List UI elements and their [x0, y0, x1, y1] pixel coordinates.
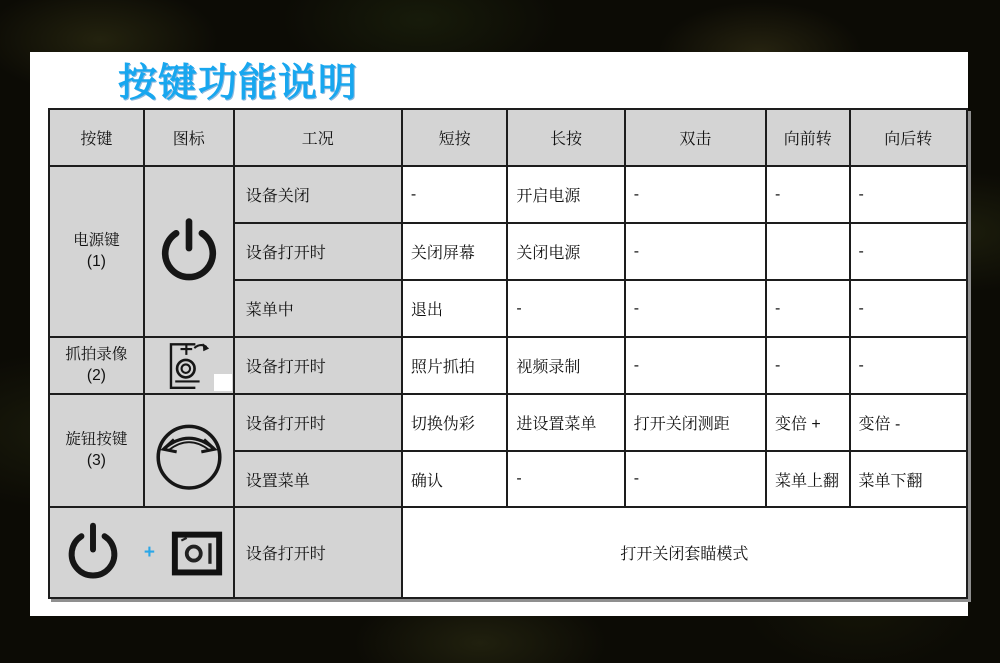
rotate-backward-cell: -: [850, 337, 967, 394]
long-press-cell: 关闭电源: [507, 223, 624, 280]
icon-cell-power: [144, 166, 234, 337]
white-patch-artifact: [214, 374, 232, 391]
key-number: (1): [86, 252, 106, 270]
table-row: [49, 394, 967, 451]
short-press-cell: 退出: [402, 280, 507, 337]
key-label: 抓拍录像: [65, 345, 128, 363]
double-click-cell: -: [625, 223, 766, 280]
combo-keys-cell: [49, 507, 234, 598]
rotate-forward-cell: -: [766, 337, 850, 394]
table-row: [49, 337, 967, 394]
rotate-backward-cell: 菜单下翻: [850, 451, 967, 507]
key-name-power: [49, 166, 144, 337]
rotate-forward-cell: 变倍 +: [766, 394, 850, 451]
rotate-backward-cell: -: [850, 166, 967, 223]
header-icon: 图标: [144, 109, 234, 166]
header-double-click: 双击: [625, 109, 766, 166]
short-press-cell: 关闭屏幕: [402, 223, 507, 280]
camera-boxed-icon: [170, 526, 224, 580]
long-press-cell: 视频录制: [507, 337, 624, 394]
icon-cell-knob: [144, 394, 234, 507]
table-row: [49, 166, 967, 223]
condition-cell: 菜单中: [234, 280, 402, 337]
combo-icons: [50, 516, 233, 590]
long-press-cell: 开启电源: [507, 166, 624, 223]
double-click-cell: 打开关闭测距: [625, 394, 766, 451]
long-press-cell: -: [507, 451, 624, 507]
condition-cell: 设备打开时: [234, 337, 402, 394]
double-click-cell: -: [625, 166, 766, 223]
power-icon: [150, 205, 228, 299]
condition-cell: 设备打开时: [234, 507, 402, 598]
rotate-forward-cell: -: [766, 280, 850, 337]
header-key: 按键: [49, 109, 144, 166]
key-label: 电源键: [73, 231, 120, 249]
power-icon: [58, 516, 128, 590]
rotate-forward-cell: -: [766, 166, 850, 223]
content-panel: [30, 52, 968, 616]
table-row: [49, 507, 967, 598]
condition-cell: 设备关闭: [234, 166, 402, 223]
rotate-backward-cell: -: [850, 280, 967, 337]
table-header-row: [49, 109, 967, 166]
header-short-press: 短按: [402, 109, 507, 166]
rotary-knob-icon: [145, 407, 233, 495]
key-number: (3): [86, 451, 106, 469]
plus-sign: +: [143, 542, 155, 563]
rotate-forward-cell: 菜单上翻: [766, 451, 850, 507]
key-name-capture: [49, 337, 144, 394]
double-click-cell: -: [625, 280, 766, 337]
short-press-cell: -: [402, 166, 507, 223]
rotate-forward-cell: [766, 223, 850, 280]
icon-cell-capture: [144, 337, 234, 394]
header-rotate-forward: 向前转: [766, 109, 850, 166]
button-functions-table: [48, 108, 968, 599]
key-name-knob: [49, 394, 144, 507]
short-press-cell: 切换伪彩: [402, 394, 507, 451]
condition-cell: 设备打开时: [234, 223, 402, 280]
short-press-cell: 确认: [402, 451, 507, 507]
condition-cell: 设备打开时: [234, 394, 402, 451]
capture-record-icon: [162, 339, 216, 392]
double-click-cell: -: [625, 337, 766, 394]
header-long-press: 长按: [507, 109, 624, 166]
condition-cell: 设置菜单: [234, 451, 402, 507]
key-number: (2): [86, 366, 106, 384]
page-title: 按键功能说明: [118, 62, 359, 105]
key-label: 旋钮按键: [65, 430, 128, 448]
double-click-cell: -: [625, 451, 766, 507]
header-condition: 工况: [234, 109, 402, 166]
rotate-backward-cell: 变倍 -: [850, 394, 967, 451]
short-press-cell: 照片抓拍: [402, 337, 507, 394]
header-rotate-backward: 向后转: [850, 109, 967, 166]
long-press-cell: -: [507, 280, 624, 337]
rotate-backward-cell: -: [850, 223, 967, 280]
combo-action-cell: 打开关闭套瞄模式: [402, 507, 967, 598]
long-press-cell: 进设置菜单: [507, 394, 624, 451]
